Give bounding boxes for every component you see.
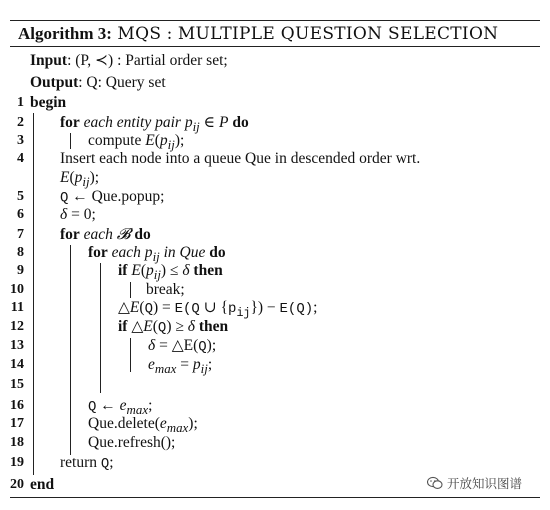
line-text: δ = 0; <box>60 206 96 223</box>
line-number: 18 <box>10 435 24 450</box>
input-label: Input <box>30 52 68 69</box>
line-text: △E(Q) = E(Q ∪ $\{p_{ij}\}) - E(Q)$; <box>118 299 318 320</box>
algorithm-title <box>18 24 498 44</box>
line-text: $e_{max} = p_{ij}$; <box>148 356 213 377</box>
line-text: Q ← Que.popup; <box>60 188 165 206</box>
line-number: 1 <box>17 95 24 110</box>
line-text: end <box>30 476 55 493</box>
line-number: 5 <box>17 189 24 204</box>
watermark-text: 开放知识图谱 <box>447 476 523 491</box>
line-text: for each $p_{ij}$ in Que do <box>88 244 226 265</box>
line-text: δ = △E(Q); <box>148 337 217 355</box>
line-text: Q ← $e_{max}$; <box>88 397 153 418</box>
line-number: 16 <box>10 398 24 413</box>
line-text: for each 𝓑 do <box>60 226 151 243</box>
input-value: : (P, ≺) : Partial order set; <box>67 52 228 69</box>
scope-bar-begin <box>33 113 34 475</box>
line-text: if △E(Q) ≥ δ then <box>118 318 229 336</box>
line-number: 9 <box>17 263 24 278</box>
top-rule <box>10 20 540 21</box>
line-number: 6 <box>17 207 24 222</box>
line-number: 4 <box>17 151 24 166</box>
watermark <box>427 474 522 492</box>
line-number: 14 <box>10 357 24 372</box>
scope-bar-for-pair <box>70 133 71 149</box>
line-text: if $E(p_{ij}) \le \delta$ then <box>118 262 223 283</box>
line-text: Insert each node into a queue Que in descended order wrt. <box>60 150 421 167</box>
line-number: 11 <box>10 300 24 315</box>
output-label: Output <box>30 74 79 91</box>
scope-bar-if-update <box>130 338 131 372</box>
scope-bar-for-B <box>70 245 71 455</box>
line-text: return Q; <box>60 454 114 472</box>
line-number: 7 <box>17 227 24 242</box>
line-number: 8 <box>17 245 24 260</box>
line-number: 10 <box>10 282 24 297</box>
bottom-rule <box>10 497 540 498</box>
line-number: 12 <box>10 319 24 334</box>
line-number: 17 <box>10 416 24 431</box>
line-number: 15 <box>10 377 24 392</box>
scope-bar-if-break <box>130 282 131 298</box>
algorithm-label: Algorithm 3: <box>18 24 112 43</box>
title-separator: : <box>166 24 173 44</box>
algorithm-name: MQS <box>117 24 162 44</box>
line-text: $Que.delete(e_{max})$; <box>88 415 198 436</box>
line-text: compute $E(p_{ij})$; <box>88 132 185 153</box>
scope-bar-for-pij <box>100 263 101 393</box>
line-number: 13 <box>10 338 24 353</box>
line-text: break; <box>146 281 185 298</box>
line-text: for each entity pair $p_{ij}$ ∈ P do <box>60 114 249 135</box>
mid-rule <box>10 46 540 47</box>
line-text: $E(p_{ij})$; <box>60 169 100 190</box>
line-text: begin <box>30 94 67 111</box>
line-number: 2 <box>17 115 24 130</box>
algorithm-title-text: MULTIPLE QUESTION SELECTION <box>177 24 499 44</box>
line-number: 19 <box>10 455 24 470</box>
line-text: Que.refresh(); <box>88 434 176 451</box>
line-number: 20 <box>10 477 24 492</box>
line-number: 3 <box>17 133 24 148</box>
output-value: : Q: Query set <box>78 74 166 91</box>
wechat-logo-icon <box>427 476 443 490</box>
